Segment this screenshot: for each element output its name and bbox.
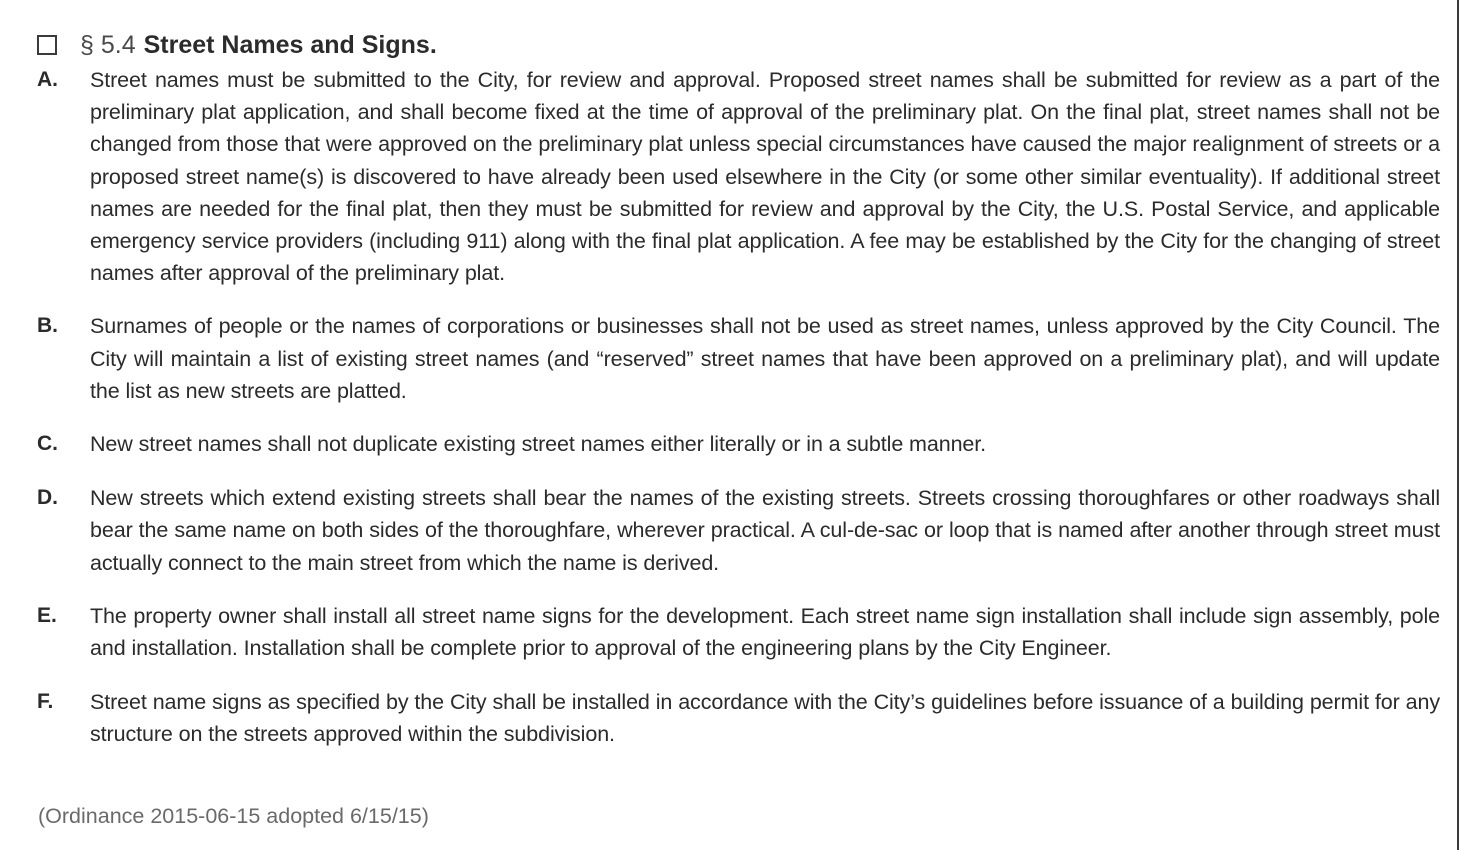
list-item-c	[37, 428, 1440, 460]
list-item-e	[37, 600, 1440, 664]
list-item-d	[37, 482, 1440, 579]
section-number: § 5.4	[80, 30, 136, 59]
item-text: Street name signs as specified by the City shall be installed in accordance with the City’s guidelines before issuance of a building permit for any structure on the streets approved within the subdivision.	[90, 690, 1440, 747]
item-letter: A.	[37, 68, 58, 91]
list-item-b	[37, 310, 1440, 407]
section-items	[37, 64, 1440, 751]
item-text: Surnames of people or the names of corporations or businesses shall not be used as street names, unless approved by the City Council. The City will maintain a list of existing street names (and “reserved” street names that have been approved on a preliminary plat), and will update the list as new streets are platted.	[90, 314, 1440, 403]
section-checkbox[interactable]	[37, 35, 57, 55]
item-letter: D.	[37, 486, 58, 510]
item-letter: E.	[37, 603, 57, 627]
item-letter: B.	[37, 314, 58, 338]
item-letter: F.	[37, 690, 54, 714]
section-header	[37, 28, 437, 62]
list-item-f	[37, 686, 1440, 750]
item-text: Street names must be submitted to the City, for review and approval. Proposed street names shall be submitted for review as a part of the preliminary plat application, and shall become fixed at the time of approval of the preliminary plat. On the final plat, street names shall not be changed from those that were approved on the preliminary plat unless special circumstances have caused the major realignment of streets or a proposed street name(s) is discovered to have already been used elsewhere in the City (or some other similar eventuality). If additional street names are needed for the final plat, then they must be submitted for review and approval by the City, the U.S. Postal Service, and applicable emergency service providers (including 911) along with the final plat application. A fee may be established by the City for the changing of street names after approval of the preliminary plat.	[90, 68, 1440, 286]
item-text: New street names shall not duplicate existing street names either literally or in a subtle manner.	[90, 432, 987, 457]
page-edge-divider	[1457, 0, 1459, 850]
section-title: Street Names and Signs.	[143, 30, 437, 59]
item-text: The property owner shall install all street name signs for the development. Each street name sign installation shall include sign assembly, pole and installation. Installation shall be complete prior to approval of the engineering plans by the City Engineer.	[90, 603, 1440, 661]
list-item-a	[37, 64, 1440, 289]
item-letter: C.	[37, 432, 58, 456]
item-text: New streets which extend existing streets shall bear the names of the existing streets. Streets crossing thoroughfares or other roadways shall bear the same name on both sides of the thoroughfare, wherever practical. A cul-de-sac or loop that is named after another through street must actually connect to the main street from which the name is derived.	[90, 486, 1440, 575]
ordinance-history: (Ordinance 2015-06-15 adopted 6/15/15)	[38, 804, 429, 828]
